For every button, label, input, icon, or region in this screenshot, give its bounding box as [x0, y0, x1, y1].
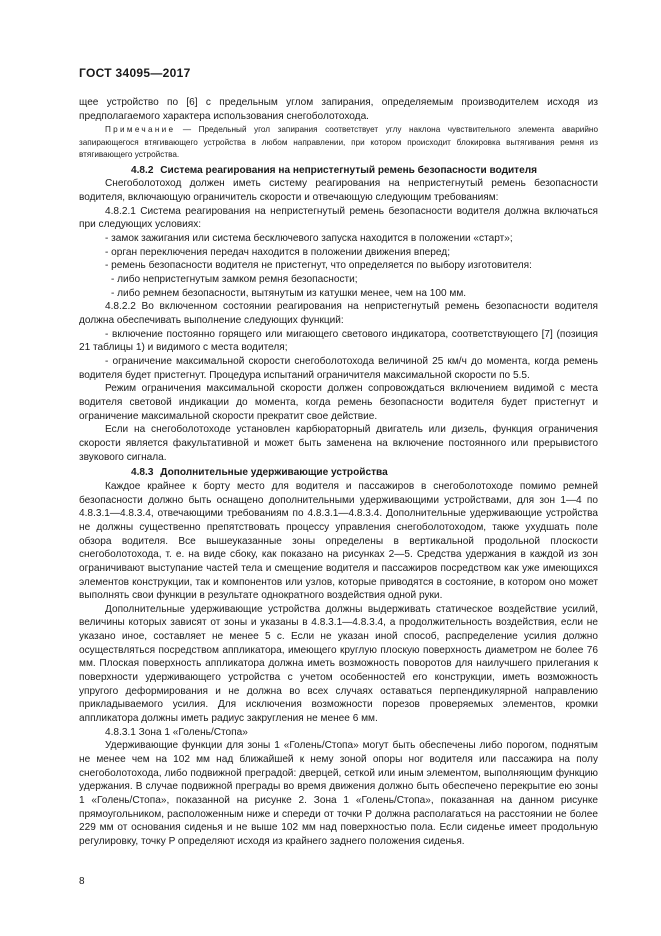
section-title: Дополнительные удерживающие устройства — [160, 467, 388, 479]
sub-list-item: - либо ремнем безопасности, вытянутым из катушки менее, чем на 100 мм. — [111, 287, 467, 299]
paragraph: Дополнительные удерживающие устройства должны выдерживать статическое воздействие усилий, величины которых зависят от зоны и указаны в 4.8.3.1—4.8.3.4, а продолжительность воздействия, если не указано иное, составляет не менее 5 с. Если не указан иной способ, распределение усилия должно осуществляться посредством аппликатора, имеющего круглую плоскую поверхность диаметром не более 76 мм. Плоская поверхность аппликатора должна иметь возможность поворотов для наилучшего прилегания к поверхности удерживающего устройства с учетом особенностей его конструкции, иметь возможность упругого деформирования и не должна во всех случаях оставаться перпендикулярной направлению прикладываемого усилия. Для исключения возможности порезов проверяемых элементов, кромки аппликатора должны иметь радиус закругления не менее 6 мм. — [79, 603, 598, 725]
section-4-8-3-heading — [79, 466, 598, 480]
paragraph: Режим ограничения максимальной скорости должен сопровождаться включением видимой с места водителя световой индикации до момента, когда ремень безопасности водителя будет пристегнут и ограничение максимальной скорости прекратит свое действие. — [79, 383, 598, 422]
list-item: - включение постоянно горящего или мигающего светового индикатора, соответствующего [7] (позиция 21 таблицы 1) и видимого с места водителя; — [79, 328, 598, 354]
section-number: 4.8.3 — [131, 467, 154, 479]
paragraph: Каждое крайнее к борту место для водителя и пассажиров в снегоболотоходе помимо ремней безопасности должно быть оснащено дополнительными удерживающими устройствами, для зон 1—4 по 4.8.3.1—4.8.3.4, отвечающими требованиям по 4.8.3.1—4.8.3.4. Дополнительные удерживающие устройства не должны существенно препятствовать процессу управления снегоболотоходом, также ухудшать поле обзора водителя. Все вышеуказанные зоны определены в вертикальной продольной плоскости снегоболотохода, т. е. на виде сбоку, как показано на рисунках 2—5. Средства удержания в каждой из зон ограничивают выступание частей тела и смещение водителя и пассажиров посредством как уже имеющихся элементов конструкции, так и компонентов или узлов, которые приводятся в состояние, в котором оно может выполнять свои функции в результате однократного воздействия одной руки. — [79, 480, 598, 602]
doc-header: ГОСТ 34095—2017 — [79, 66, 191, 80]
paragraph: Снегоболотоход должен иметь систему реагирования на непристегнутый ремень безопасности водителя, включающую ограничитель скорости и отвечающую следующим требованиям: — [79, 178, 598, 204]
page-number: 8 — [79, 876, 85, 887]
note — [79, 124, 598, 162]
sub-list-item: - либо непристегнутым замком ремня безопасности; — [111, 274, 358, 286]
document-body — [79, 96, 598, 849]
section-number: 4.8.2 — [131, 164, 154, 176]
list-item: - замок зажигания или система бесключевого запуска находится в положении «старт»; — [105, 233, 513, 245]
note-text: — Предельный угол запирания соответствует углу наклона чувствительного элемента аварийно запирающегося втягивающего устройства в любом направлении, при котором происходит блокировка вытягивания ремня из втягивающего устройства. — [79, 125, 598, 160]
section-4-8-2-heading — [79, 164, 598, 178]
clause-4-8-2-2: 4.8.2.2 Во включенном состоянии реагирования на непристегнутый ремень безопасности водителя должна обеспечивать выполнение следующих функций: — [79, 301, 598, 327]
list-item: - ремень безопасности водителя не пристегнут, что определяется по выбору изготовителя: — [105, 260, 532, 272]
clause-4-8-2-1: 4.8.2.1 Система реагирования на непристегнутый ремень безопасности водителя должна включаться при следующих условиях: — [79, 205, 598, 231]
list-item: - орган переключения передач находится в положении движения вперед; — [105, 246, 451, 258]
paragraph: Удерживающие функции для зоны 1 «Голень/Стопа» могут быть обеспечены либо порогом, поднятым не менее чем на 102 мм над ближайшей к нему зоной опоры ног водителя или пассажира на полу снегоболотохода, либо подвижной преградой: дверцей, сеткой или иным элементом, выполняющим функцию удержания. В случае подвижной преграды во время движения должно быть обеспечено перекрытие ею зоны 1 «Голень/Стопа», показанной на рисунке 2. Зона 1 «Голень/Стопа», показанная на данном рисунке прямоугольником, расположенным ниже и спереди от точки P должна располагаться на расстоянии не более 229 мм от основания сиденья и не выше 102 мм над поверхностью пола. Если сиденье имеет продольную регулировку, точку P определяют исходя из крайнего заднего положения сиденья. — [79, 740, 598, 847]
list-item: - ограничение максимальной скорости снегоболотохода величиной 25 км/ч до момента, когда ремень водителя будет пристегнут. Процедура испытаний ограничителя максимальной скорости по 5.5. — [79, 356, 598, 381]
paragraph: Если на снегоболотоходе установлен карбюраторный двигатель или дизель, функция ограничения скорости является факультативной и может быть заменена на включение постоянного или прерывистого звукового сигнала. — [79, 424, 598, 463]
note-label: Примечание — [105, 125, 176, 135]
paragraph-intro: щее устройство по [6] с предельным углом запирания, определяемым производителем исходя из предполагаемого характера использования снегоболотохода. — [79, 97, 598, 122]
section-title: Система реагирования на непристегнутый ремень безопасности водителя — [160, 164, 538, 176]
clause-4-8-3-1: 4.8.3.1 Зона 1 «Голень/Стопа» — [105, 726, 248, 738]
